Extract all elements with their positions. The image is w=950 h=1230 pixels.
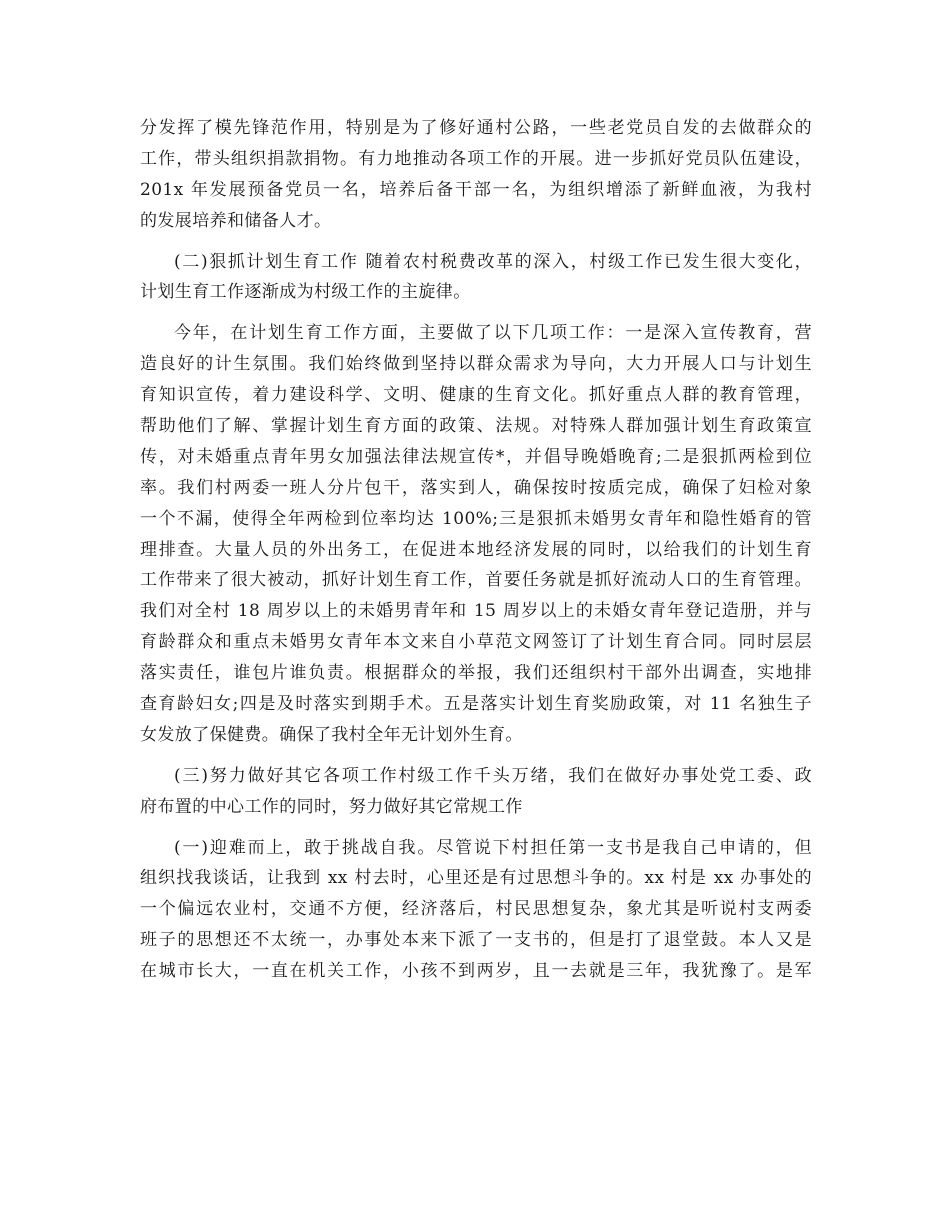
text-line: 工作带来了很大被动，抓好计划生育工作，首要任务就是抓好流动人口的生育管理。 [140,570,812,591]
paragraph-gap [140,237,812,247]
text-line: 传，对未婚重点青年男女加强法律法规宣传*，并倡导晚婚晚育;二是狠抓两检到位 [140,446,812,467]
text-line: 今年，在计划生育工作方面，主要做了以下几项工作：一是深入宣传教育，营 [174,323,812,344]
text-line: 分发挥了模先锋范作用，特别是为了修好通村公路，一些老党员自发的去做群众的 [140,118,812,138]
text-line: 一个不漏，使得全年两检到位率均达 100%;三是狠抓未婚男女青年和隐性婚育的管 [140,508,812,529]
text-line: 计划生育工作逐渐成为村级工作的主旋律。 [140,282,471,303]
paragraph-gap [140,823,812,833]
text-line: 府布置的中心工作的同时，努力做好其它常规工作 [140,796,523,817]
paragraph-gap [140,751,812,761]
text-line: 班子的思想还不太统一，办事处本来下派了一支书的，但是打了退堂鼓。本人又是 [140,930,812,951]
text-line: 落实责任，谁包片谁负责。根据群众的举报，我们还组织村干部外出调查，实地排 [140,663,812,684]
text-line: 201x 年发展预备党员一名，培养后备干部一名，为组织增添了新鲜血液，为我村 [140,179,812,200]
text-line: (三)努力做好其它各项工作村级工作千头万绪，我们在做好办事处党工委、政 [174,765,812,786]
text-line: 育龄群众和重点未婚男女青年本文来自小草范文网签订了计划生育合同。同时层层 [140,632,812,653]
paragraph-gap [140,308,812,318]
text-line: 女发放了保健费。确保了我村全年无计划外生育。 [140,724,523,745]
text-line: 一个偏远农业村，交通不方便，经济落后，村民思想复杂，象尤其是听说村支两委 [140,899,812,920]
text-line: 我们对全村 18 周岁以上的未婚男青年和 15 周岁以上的未婚女青年登记造册，并与 [140,601,812,622]
paragraph-2 [140,247,812,309]
document-body [140,113,812,987]
paragraph-3 [140,318,812,750]
paragraph-1 [140,113,812,237]
text-line: 组织找我谈话，让我到 xx 村去时，心里还是有过思想斗争的。xx 村是 xx 办事处的 [140,868,812,889]
text-line: 理排查。大量人员的外出务工，在促进本地经济发展的同时，以给我们的计划生育 [140,539,812,560]
text-line: (一)迎难而上，敢于挑战自我。尽管说下村担任第一支书是我自己申请的，但 [174,837,812,858]
paragraph-5 [140,833,812,987]
text-line: 率。我们村两委一班人分片包干，落实到人，确保按时按质完成，确保了妇检对象 [140,477,812,498]
text-line: 的发展培养和储备人才。 [140,210,332,231]
text-line: 育知识宣传，着力建设科学、文明、健康的生育文化。抓好重点人群的教育管理， [140,385,812,406]
text-line: 查育龄妇女;四是及时落实到期手术。五是落实计划生育奖励政策，对 11 名独生子 [140,694,812,715]
text-line: 在城市长大，一直在机关工作，小孩不到两岁，且一去就是三年，我犹豫了。是军 [140,961,812,982]
text-line: 工作，带头组织捐款捐物。有力地推动各项工作的开展。进一步抓好党员队伍建设， [140,148,812,169]
text-line: (二)狠抓计划生育工作 随着农村税费改革的深入，村级工作已发生很大变化， [174,251,812,272]
text-line: 造良好的计生氛围。我们始终做到坚持以群众需求为导向，大力开展人口与计划生 [140,354,812,375]
paragraph-4 [140,761,812,823]
text-line: 帮助他们了解、掌握计划生育方面的政策、法规。对特殊人群加强计划生育政策宣 [140,416,812,437]
